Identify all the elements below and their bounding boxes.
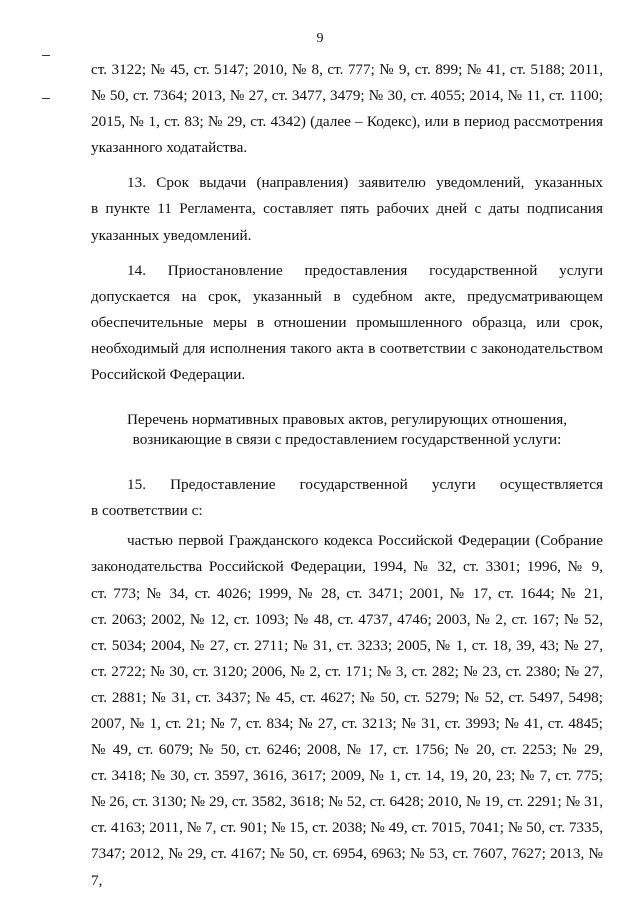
text-line: указанного ходатайства.	[91, 139, 248, 157]
page-number: 9	[316, 31, 324, 46]
text-line: в пункте 11 Регламента, составляет пять рабочих дней с даты подписания	[91, 200, 603, 218]
text-line: ст. 3418; № 30, ст. 3597, 3616, 3617; 2009, № 1, ст. 14, 19, 20, 23; № 7, ст. 775;	[91, 767, 603, 785]
text-line: 15. Предоставление государственной услуги осуществляется	[127, 476, 603, 494]
text-line: № 26, ст. 3130; № 29, ст. 3582, 3618; № 52, ст. 6428; 2010, № 19, ст. 2291; № 31,	[91, 793, 603, 811]
text-line: допускается на срок, указанный в судебном акте, предусматривающем	[91, 287, 603, 305]
text-line: ст. 2881; № 31, ст. 3437; № 45, ст. 4627; № 50, ст. 5279; № 52, ст. 5497, 5498;	[91, 688, 603, 706]
heading-line: Перечень нормативных правовых актов, регулирующих отношения,	[126, 411, 568, 429]
text-line: законодательства Российской Федерации, 1994, № 32, ст. 3301; 1996, № 9,	[91, 558, 603, 576]
paragraph-civil-code	[91, 528, 603, 893]
heading-line: возникающие в связи с предоставлением государственной услуги:	[132, 431, 562, 449]
document-body	[91, 57, 603, 894]
text-line: ст. 2722; № 30, ст. 3120; 2006, № 2, ст. 171; № 3, ст. 282; № 23, ст. 2380; № 27,	[91, 662, 603, 680]
text-line: № 50, ст. 7364; 2013, № 27, ст. 3477, 3479; № 30, ст. 4055; 2014, № 11, ст. 1100;	[91, 87, 603, 105]
section-heading	[91, 410, 603, 450]
text-line: 13. Срок выдачи (направления) заявителю уведомлений, указанных	[127, 174, 603, 192]
text-line: 7347; 2012, № 29, ст. 4167; № 50, ст. 6954, 6963; № 53, ст. 7607, 7627; 2013, № 7,	[91, 845, 603, 889]
paragraph-15	[91, 472, 603, 524]
paragraph-14	[91, 258, 603, 388]
text-line: 14. Приостановление предоставления государственной услуги	[127, 261, 603, 279]
text-line: обеспечительные меры в отношении промышленного образца, или срок,	[91, 313, 603, 331]
paragraph-13	[91, 170, 603, 248]
text-line: ст. 3122; № 45, ст. 5147; 2010, № 8, ст. 777; № 9, ст. 899; № 41, ст. 5188; 2011,	[91, 61, 603, 78]
text-line: ст. 773; № 34, ст. 4026; 1999, № 28, ст. 3471; 2001, № 17, ст. 1644; № 21,	[91, 584, 603, 602]
text-line: ст. 2063; 2002, № 12, ст. 1093; № 48, ст. 4737, 4746; 2003, № 2, ст. 167; № 52,	[91, 610, 603, 628]
text-line: Российской Федерации.	[91, 366, 246, 384]
text-line: № 49, ст. 6079; № 50, ст. 6246; 2008, № 17, ст. 1756; № 20, ст. 2253; № 29,	[91, 741, 603, 759]
text-line: 2015, № 1, ст. 83; № 29, ст. 4342) (далее – Кодекс), или в период рассмотрения	[91, 113, 603, 131]
text-line: в соответствии с:	[91, 502, 203, 520]
text-line: необходимый для исполнения такого акта в соответствии с законодательством	[91, 339, 603, 357]
text-line: указанных уведомлений.	[91, 226, 252, 244]
paragraph-continuation	[91, 57, 603, 161]
margin-mark	[42, 55, 50, 56]
text-line: 2007, № 1, ст. 21; № 7, ст. 834; № 27, ст. 3213; № 31, ст. 3993; № 41, ст. 4845;	[91, 714, 603, 732]
text-line: ст. 4163; 2011, № 7, ст. 901; № 15, ст. 2038; № 49, ст. 7015, 7041; № 50, ст. 7335,	[91, 819, 603, 837]
text-line: ст. 5034; 2004, № 27, ст. 2711; № 31, ст. 3233; 2005, № 1, ст. 18, 39, 43; № 27,	[91, 636, 603, 654]
margin-mark	[42, 98, 50, 99]
text-line: частью первой Гражданского кодекса Российской Федерации (Собрание	[127, 532, 603, 550]
